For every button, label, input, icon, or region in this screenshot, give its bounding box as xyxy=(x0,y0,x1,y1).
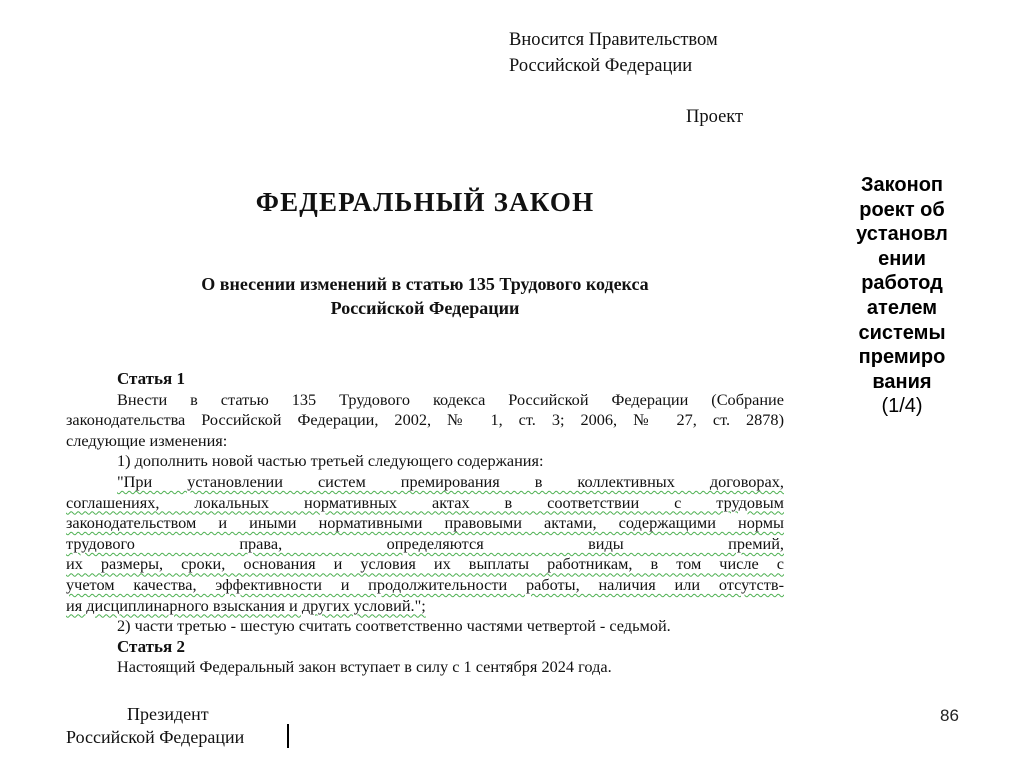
law-body xyxy=(66,369,784,678)
article-1-line-11: ия дисциплинарного взыскания и других условий."; xyxy=(66,595,426,615)
signature-president: Президент xyxy=(127,704,209,724)
side-title-line-5: работод xyxy=(861,272,943,295)
article-1-line-12: 2) части третью - шестую считать соответственно частями четвертой - седьмой. xyxy=(117,616,671,636)
article-2-text: Настоящий Федеральный закон вступает в силу с 1 сентября 2024 года. xyxy=(117,657,612,677)
law-title: ФЕДЕРАЛЬНЫЙ ЗАКОН xyxy=(255,187,595,217)
article-1-line-1: Внести в статью 135 Трудового кодекса Российской Федерации (Собрание xyxy=(117,389,784,409)
draft-label: Проект xyxy=(686,107,744,127)
side-title-line-1: Законоп xyxy=(861,174,943,196)
article-1-line-3: следующие изменения: xyxy=(66,430,228,450)
signature-federation: Российской Федерации xyxy=(66,727,245,747)
side-title-line-6: ателем xyxy=(866,296,938,319)
side-title-line-7: системы xyxy=(858,321,946,344)
submitted-by xyxy=(509,27,718,79)
article-1-line-5: "При установлении систем премирования в коллективных договорах, xyxy=(117,471,784,491)
side-title-part: (1/4) xyxy=(881,395,923,418)
article-1-heading: Статья 1 xyxy=(117,369,185,388)
side-title-line-4: ении xyxy=(878,247,926,270)
article-1-line-4: 1) дополнить новой частью третьей следующего содержания: xyxy=(117,451,544,471)
law-subtitle xyxy=(0,272,850,320)
page-number: 86 xyxy=(940,706,959,725)
subtitle-line-1: О внесении изменений в статью 135 Трудового кодекса xyxy=(201,274,649,294)
article-1-line-8: трудового права, определяются виды премий, xyxy=(66,533,784,553)
submitted-line-2: Российской Федерации xyxy=(509,56,693,76)
article-1-line-7: законодательством и иными нормативными правовыми актами, содержащими нормы xyxy=(66,513,784,533)
article-1-line-2: законодательства Российской Федерации, 2002, № 1, ст. 3; 2006, № 27, ст. 2878) xyxy=(66,410,784,430)
article-1-line-9: их размеры, сроки, основания и условия их выплаты работникам, в том числе с xyxy=(66,554,784,574)
side-title-line-2: роект об xyxy=(859,198,945,221)
side-title-line-9: вания xyxy=(872,370,932,393)
subtitle-line-2: Российской Федерации xyxy=(330,298,520,318)
article-1-line-10: учетом качества, эффективности и продолжительности работы, наличия или отсутств- xyxy=(66,574,784,594)
text-cursor xyxy=(287,724,289,748)
slide-side-title xyxy=(843,173,961,419)
submitted-line-1: Вносится Правительством xyxy=(509,30,718,50)
article-1-line-6: соглашениях, локальных нормативных актах в соответствии с трудовым xyxy=(66,492,784,512)
article-2-heading: Статья 2 xyxy=(117,636,185,656)
side-title-line-3: установл xyxy=(856,223,948,246)
side-title-line-8: премиро xyxy=(858,346,946,369)
